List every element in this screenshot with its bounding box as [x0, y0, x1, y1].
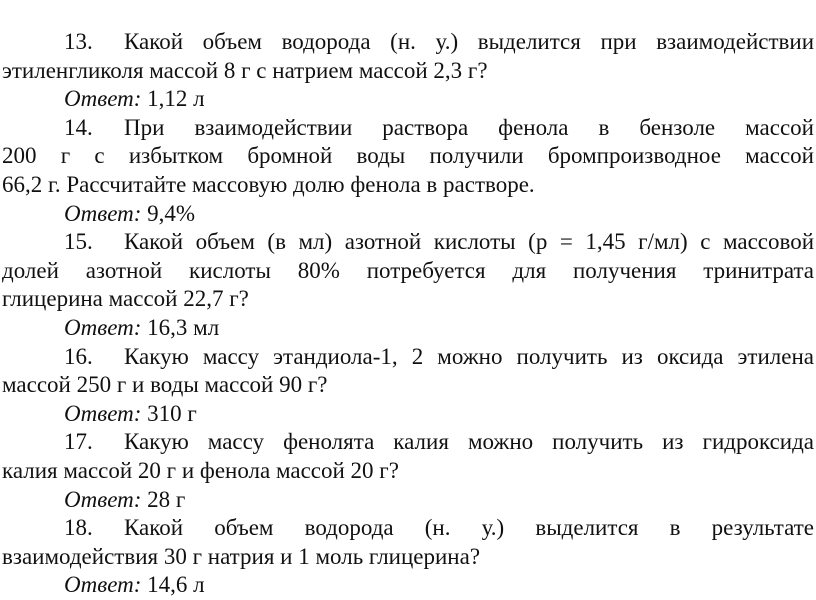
problem-15-answer	[2, 314, 814, 343]
answer-value: 16,3 мл	[141, 314, 220, 340]
answer-value: 14,6 л	[141, 572, 205, 598]
answer-value: 1,12 л	[141, 86, 205, 112]
problem-15-text-1: Какой объем (в мл) азотной кислоты (р = 1,45 г/мл) с массовой	[124, 229, 814, 255]
answer-value: 28 г	[141, 486, 186, 512]
problem-16	[2, 343, 814, 429]
problem-15-number: 15.	[64, 229, 93, 255]
problem-17-number: 17.	[64, 429, 93, 455]
problem-13-text-1: Какой объем водорода (н. у.) выделится при взаимодействии	[124, 29, 814, 54]
problem-15-text-2: долей азотной кислоты 80% потребуется для получения тринитрата	[2, 257, 814, 283]
problem-16-line-1	[2, 343, 814, 372]
problem-16-text-2: массой 250 г и воды массой 90 г?	[2, 372, 328, 398]
answer-label: Ответ:	[64, 572, 142, 598]
problem-13-line-1	[2, 28, 814, 57]
problem-17-text-1: Какую массу фенолята калия можно получить из гидроксида	[124, 429, 814, 455]
problem-14-line-1	[2, 114, 814, 143]
problem-14-answer	[2, 200, 814, 229]
answer-value: 310 г	[141, 400, 197, 426]
problem-18-line-1	[2, 514, 814, 543]
problem-17-line-1	[2, 428, 814, 457]
problem-18	[2, 514, 814, 600]
problem-15-line-1	[2, 228, 814, 257]
answer-label: Ответ:	[64, 314, 142, 340]
problem-18-number: 18.	[64, 515, 93, 541]
problem-16-answer	[2, 400, 814, 429]
problem-13-number: 13.	[64, 29, 93, 54]
answer-label: Ответ:	[64, 400, 142, 426]
answer-value: 9,4%	[141, 200, 196, 226]
answer-label: Ответ:	[64, 200, 142, 226]
problem-14-number: 14.	[64, 114, 93, 140]
problem-17-text-2: калия массой 20 г и фенола массой 20 г?	[2, 457, 399, 483]
problem-14-text-2: 200 г с избытком бромной воды получили бромпроизводное массой	[2, 143, 814, 169]
problem-16-number: 16.	[64, 343, 93, 369]
problem-17	[2, 428, 814, 514]
answer-label: Ответ:	[64, 86, 142, 112]
problem-18-answer	[2, 571, 814, 600]
problem-18-text-1: Какой объем водорода (н. у.) выделится в результате	[124, 515, 814, 541]
problem-14-text-1: При взаимодействии раствора фенола в бензоле массой	[124, 114, 814, 140]
problem-15	[2, 228, 814, 342]
problem-14	[2, 114, 814, 228]
problem-list	[2, 28, 814, 600]
problem-16-text-1: Какую массу этандиола-1, 2 можно получить из оксида этилена	[124, 343, 814, 369]
answer-label: Ответ:	[64, 486, 142, 512]
problem-13-answer	[2, 85, 814, 114]
problem-18-text-2: взаимодействия 30 г натрия и 1 моль глицерина?	[2, 543, 481, 569]
problem-14-text-3: 66,2 г. Рассчитайте массовую долю фенола в растворе.	[2, 171, 535, 197]
problem-17-answer	[2, 486, 814, 515]
problem-13-text-2: этиленгликоля массой 8 г с натрием массой 2,3 г?	[2, 57, 488, 83]
problem-15-text-3: глицерина массой 22,7 г?	[2, 286, 249, 312]
problem-13	[2, 28, 814, 114]
